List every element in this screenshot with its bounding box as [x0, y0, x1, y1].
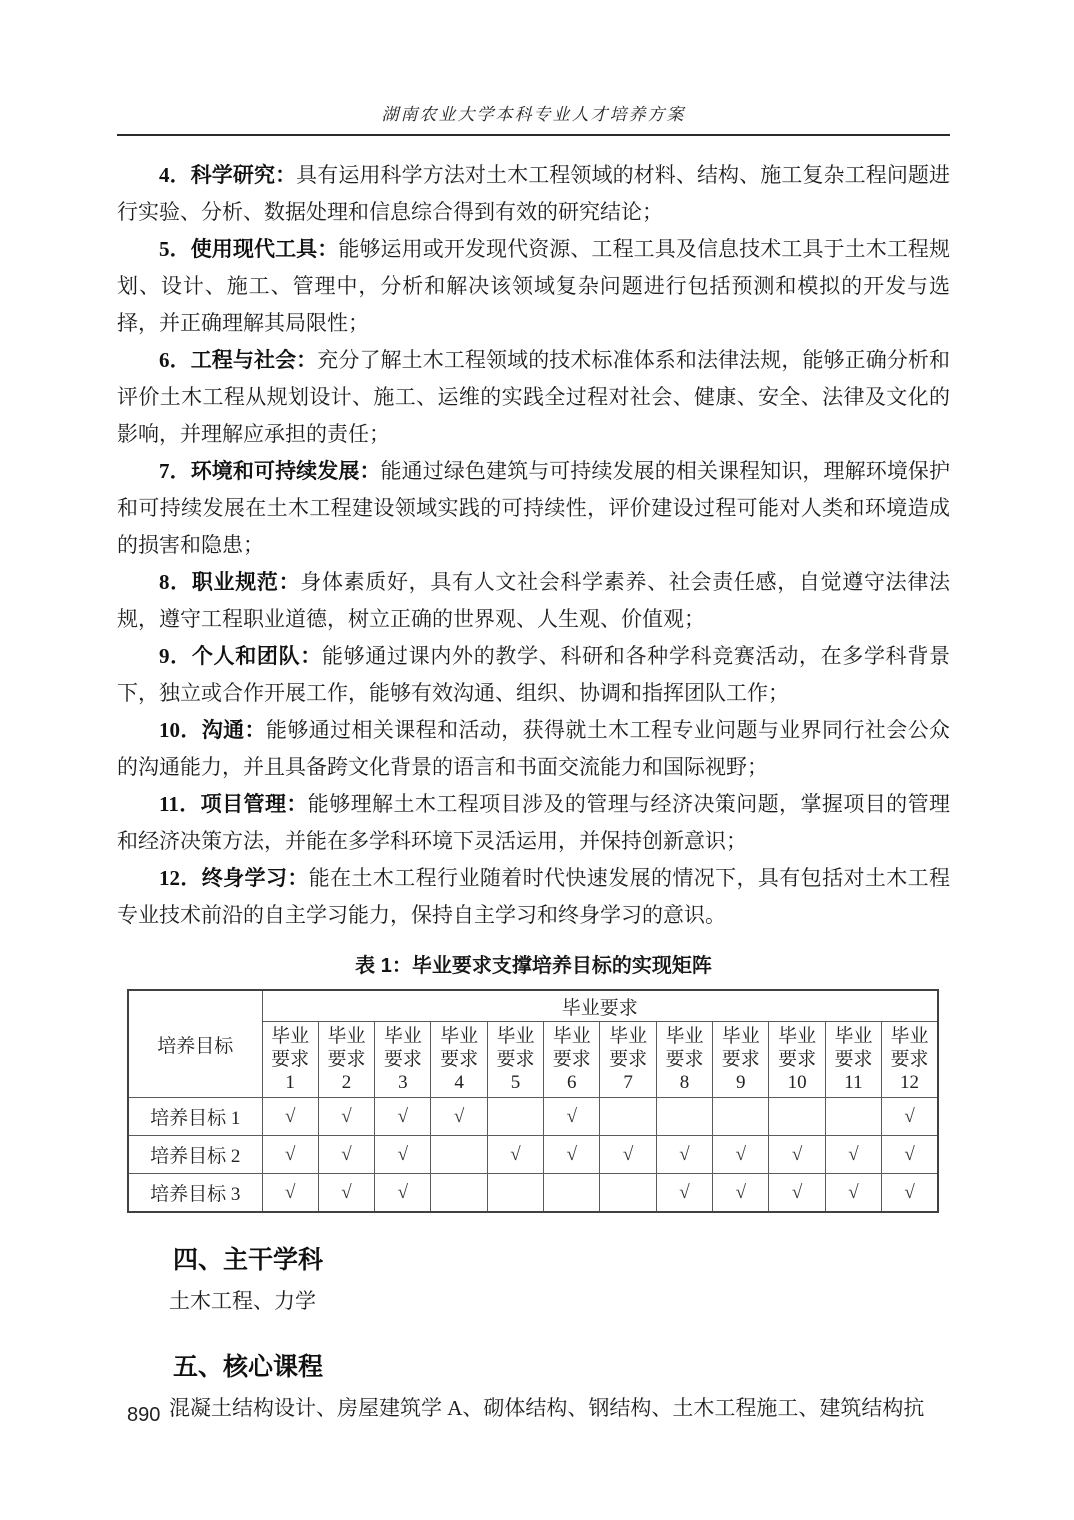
col-header: 毕业 要求 3: [375, 1022, 431, 1098]
matrix-cell: [431, 1136, 487, 1174]
requirement-text: 能够理解土木工程项目涉及的管理与经济决策问题，掌握项目的管理和经济决策方法，并能在多学科环境下灵活运用，并保持创新意识；: [117, 792, 951, 853]
core-courses-text: 混凝土结构设计、房屋建筑学 A、砌体结构、钢结构、土木工程施工、建筑结构抗: [169, 1396, 925, 1420]
matrix-cell: √: [318, 1174, 374, 1213]
requirement-text: 能够通过课内外的教学、科研和各种学科竞赛活动，在多学科背景下，独立或合作开展工作，能够有效沟通、组织、协调和指挥团队工作；: [117, 644, 951, 705]
requirement-label: 8．职业规范：: [159, 570, 301, 594]
requirement-label: 12．终身学习：: [159, 866, 309, 890]
matrix-cell: [431, 1174, 487, 1213]
requirement-text: 具有运用科学方法对土木工程领域的材料、结构、施工复杂工程问题进行实验、分析、数据处理和信息综合得到有效的研究结论；: [117, 163, 951, 224]
requirement-label: 10．沟通：: [159, 718, 266, 742]
matrix-cell: √: [656, 1174, 712, 1213]
matrix-cell: √: [262, 1098, 318, 1136]
col-header: 毕业 要求 5: [487, 1022, 543, 1098]
graduation-requirement-paragraph: [117, 342, 950, 453]
graduation-requirement-paragraph: [117, 860, 950, 934]
requirement-label: 7．环境和可持续发展：: [159, 459, 381, 483]
matrix-cell: √: [882, 1098, 938, 1136]
requirement-text: 能够通过相关课程和活动，获得就土木工程专业问题与业界同行社会公众的沟通能力，并且具备跨文化背景的语言和书面交流能力和国际视野；: [117, 718, 951, 779]
requirement-text: 身体素质好，具有人文社会科学素养、社会责任感，自觉遵守法律法规，遵守工程职业道德，树立正确的世界观、人生观、价值观；: [117, 570, 950, 631]
table-header-row-group: [128, 990, 938, 1022]
section-heading-main-disciplines: 四、主干学科: [173, 1246, 324, 1274]
matrix-cell: √: [318, 1098, 374, 1136]
graduation-requirement-paragraph: [117, 564, 950, 638]
requirement-label: 11．项目管理：: [159, 792, 308, 816]
graduation-requirement-paragraph: [117, 231, 950, 342]
table-row: [128, 1174, 938, 1213]
col-header: 毕业 要求 1: [262, 1022, 318, 1098]
section-heading-core-courses: 五、核心课程: [173, 1353, 324, 1381]
matrix-cell: √: [487, 1136, 543, 1174]
matrix-cell: √: [262, 1136, 318, 1174]
matrix-cell: √: [825, 1174, 881, 1213]
matrix-cell: [600, 1174, 656, 1213]
graduation-requirement-paragraph: [117, 157, 950, 231]
row-label: 培养目标 3: [128, 1174, 262, 1213]
col-header: 毕业 要求 10: [769, 1022, 825, 1098]
matrix-cell: √: [544, 1136, 600, 1174]
matrix-cell: √: [769, 1174, 825, 1213]
page-number: 890: [127, 1404, 161, 1426]
matrix-cell: √: [656, 1136, 712, 1174]
main-disciplines-text: 土木工程、力学: [169, 1289, 316, 1313]
table-title: 表 1：毕业要求支撑培养目标的实现矩阵: [355, 955, 712, 977]
col-header: 毕业 要求 9: [713, 1022, 769, 1098]
graduation-requirement-paragraph: [117, 453, 950, 564]
matrix-cell: √: [262, 1174, 318, 1213]
graduation-requirements-list: [117, 157, 950, 934]
matrix-cell: √: [375, 1174, 431, 1213]
graduation-requirement-paragraph: [117, 638, 950, 712]
matrix-cell: [487, 1174, 543, 1213]
requirement-text: 充分了解土木工程领域的技术标准体系和法律法规，能够正确分析和评价土木工程从规划设计、施工、运维的实践全过程对社会、健康、安全、法律及文化的影响，并理解应承担的责任；: [117, 348, 951, 446]
col-header: 毕业 要求 12: [882, 1022, 938, 1098]
matrix-cell: [600, 1098, 656, 1136]
matrix-cell: [656, 1098, 712, 1136]
matrix-cell: √: [713, 1174, 769, 1213]
matrix-cell: √: [318, 1136, 374, 1174]
col-header: 毕业 要求 4: [431, 1022, 487, 1098]
matrix-cell: √: [544, 1098, 600, 1136]
matrix-cell: [769, 1098, 825, 1136]
requirement-label: 4．科学研究：: [159, 163, 297, 187]
page-header: [117, 100, 950, 136]
requirement-text: 能在土木工程行业随着时代快速发展的情况下，具有包括对土木工程专业技术前沿的自主学习能力，保持自主学习和终身学习的意识。: [117, 866, 951, 927]
page-header-title: 湖南农业大学本科专业人才培养方案: [381, 105, 686, 124]
matrix-cell: √: [769, 1136, 825, 1174]
graduation-requirement-paragraph: [117, 712, 950, 786]
requirement-text: 能通过绿色建筑与可持续发展的相关课程知识，理解环境保护和可持续发展在土木工程建设领域实践的可持续性，评价建设过程可能对人类和环境造成的损害和隐患；: [117, 459, 951, 557]
matrix-cell: √: [825, 1136, 881, 1174]
row-label: 培养目标 2: [128, 1136, 262, 1174]
matrix-table: [127, 989, 939, 1213]
matrix-cell: √: [882, 1174, 938, 1213]
col-header: 毕业 要求 7: [600, 1022, 656, 1098]
matrix-cell: [544, 1174, 600, 1213]
requirement-text: 能够运用或开发现代资源、工程工具及信息技术工具于土木工程规划、设计、施工、管理中，分析和解决该领域复杂问题进行包括预测和模拟的开发与选择，并正确理解其局限性；: [117, 237, 951, 335]
requirement-label: 5．使用现代工具：: [159, 237, 339, 261]
matrix-cell: √: [600, 1136, 656, 1174]
graduation-requirement-paragraph: [117, 786, 950, 860]
matrix-cell: √: [713, 1136, 769, 1174]
group-header-cell: 毕业要求: [262, 990, 938, 1022]
matrix-cell: √: [431, 1098, 487, 1136]
requirement-label: 9．个人和团队：: [159, 644, 322, 668]
col-header: 毕业 要求 2: [318, 1022, 374, 1098]
col-header: 毕业 要求 6: [544, 1022, 600, 1098]
col-header: 毕业 要求 8: [656, 1022, 712, 1098]
matrix-cell: √: [375, 1098, 431, 1136]
matrix-cell: [487, 1098, 543, 1136]
table-row: [128, 1098, 938, 1136]
matrix-cell: [825, 1098, 881, 1136]
row-label: 培养目标 1: [128, 1098, 262, 1136]
requirement-label: 6．工程与社会：: [159, 348, 318, 372]
table-row: [128, 1136, 938, 1174]
corner-header-cell: 培养目标: [128, 990, 262, 1098]
matrix-cell: [713, 1098, 769, 1136]
col-header: 毕业 要求 11: [825, 1022, 881, 1098]
matrix-cell: √: [375, 1136, 431, 1174]
matrix-cell: √: [882, 1136, 938, 1174]
